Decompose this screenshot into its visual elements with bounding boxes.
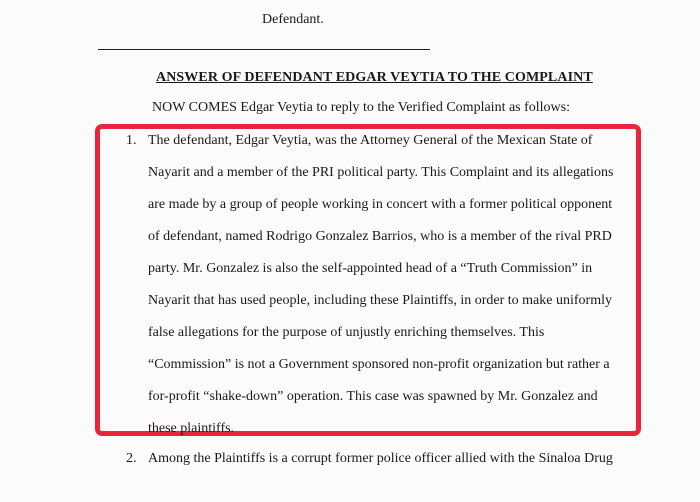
paragraph-1-line: these plaintiffs. [148, 421, 235, 436]
paragraph-1-line: The defendant, Edgar Veytia, was the Attorney General of the Mexican State of [148, 133, 593, 148]
paragraph-1-line: Nayarit and a member of the PRI political party. This Complaint and its allegations [148, 165, 614, 180]
paragraph-1-number: 1. [126, 133, 137, 148]
paragraph-2-text: Among the Plaintiffs is a corrupt former police officer allied with the Sinaloa Drug [148, 451, 613, 466]
paragraph-1-line: are made by a group of people working in concert with a former political opponent [148, 197, 613, 212]
paragraph-1-line: Nayarit that has used people, including these Plaintiffs, in order to make uniformly [148, 293, 612, 308]
paragraph-2-number: 2. [126, 451, 137, 466]
paragraph-1-line: “Commission” is not a Government sponsored non-profit organization but rather a [148, 357, 610, 372]
paragraph-1-line: party. Mr. Gonzalez is also the self-appointed head of a “Truth Commission” in [148, 261, 593, 276]
paragraph-1-line: false allegations for the purpose of unjustly enriching themselves. This [148, 325, 545, 340]
defendant-label: Defendant. [262, 12, 324, 27]
signature-line [98, 49, 430, 50]
paragraph-1-line: for-profit “shake-down” operation. This case was spawned by Mr. Gonzalez and [148, 389, 598, 404]
paragraph-1-line: of defendant, named Rodrigo Gonzalez Barrios, who is a member of the rival PRD [148, 229, 612, 244]
intro-sentence: NOW COMES Edgar Veytia to reply to the Verified Complaint as follows: [152, 100, 571, 115]
document-heading: ANSWER OF DEFENDANT EDGAR VEYTIA TO THE COMPLAINT [156, 70, 593, 85]
